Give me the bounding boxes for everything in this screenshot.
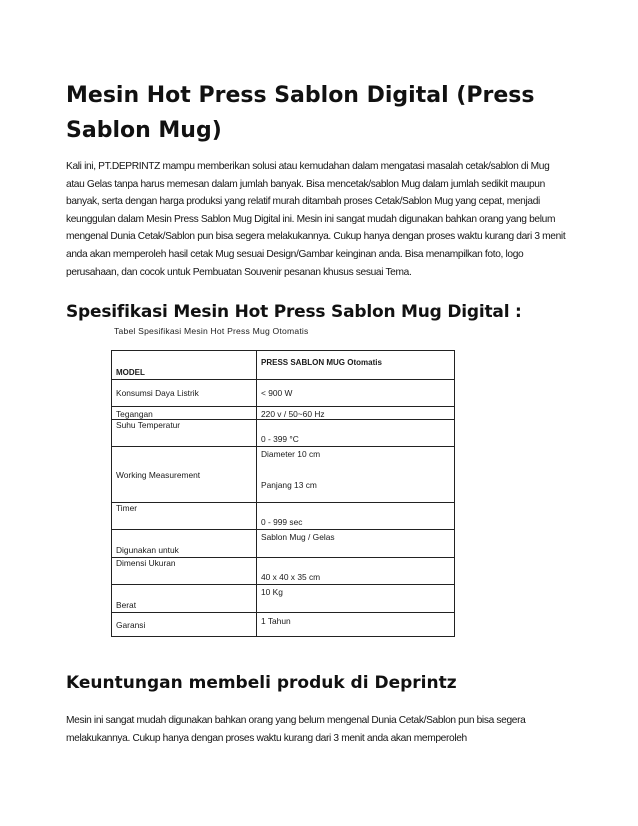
row-label: Dimensi Ukuran — [112, 558, 257, 585]
table-caption: Tabel Spesifikasi Mesin Hot Press Mug Otomatis — [114, 326, 309, 336]
row-label: Garansi — [112, 613, 257, 637]
row-label: Konsumsi Daya Listrik — [112, 380, 257, 407]
row-value: 1 Tahun — [257, 613, 455, 637]
table-header-model — [112, 351, 257, 380]
table-row — [112, 380, 455, 407]
row-label: Tegangan — [112, 407, 257, 420]
row-value: 0 - 399 °C — [257, 420, 455, 447]
spec-table — [111, 350, 455, 637]
row-value: Diameter 10 cm — [261, 449, 321, 459]
row-value: 220 v / 50~60 Hz — [257, 407, 455, 420]
intro-paragraph: Kali ini, PT.DEPRINTZ mampu memberikan solusi atau kemudahan dalam mengatasi masalah cetak/sablon di Mug atau Gelas tanpa harus memesan dalam jumlah banyak. Bisa mencetak/sablon Mug dalam jumlah sedikit maupun banyak, serta dengan harga produksi yang relatif murah ditambah proses Cetak/Sablon Mug yang cepat, menjadi keunggulan dalam Mesin Press Sablon Mug Digital ini. Mesin ini sangat mudah digunakan bahkan orang yang belum mengenal Dunia Cetak/Sablon pun bisa segera melakukannya. Cukup hanya dengan proses waktu kurang dari 3 menit anda akan memperoleh hasil cetak Mug sesuai Design/Gambar keinginan anda. Bisa menampilkan foto, logo perusahaan, dan cocok untuk Pembuatan Souvenir pesanan khusus sesuai Tema. — [66, 161, 566, 278]
spec-heading: Spesifikasi Mesin Hot Press Sablon Mug Digital : — [66, 302, 522, 322]
table-row — [112, 558, 455, 585]
table-row — [112, 530, 455, 558]
row-label: Working Measurement — [112, 447, 257, 503]
header-left-label: MODEL — [116, 368, 145, 377]
row-value: 40 x 40 x 35 cm — [257, 558, 455, 585]
row-label: Berat — [112, 585, 257, 613]
table-row — [112, 420, 455, 447]
document-title: Mesin Hot Press Sablon Digital (Press Sablon Mug) — [66, 83, 535, 143]
table-row — [112, 585, 455, 613]
row-value: Sablon Mug / Gelas — [257, 530, 455, 558]
row-value: 0 - 999 sec — [257, 503, 455, 530]
row-value-group — [257, 447, 455, 503]
row-label: Digunakan untuk — [112, 530, 257, 558]
table-row — [112, 447, 455, 503]
header-right-label: PRESS SABLON MUG Otomatis — [261, 358, 382, 367]
table-row — [112, 503, 455, 530]
row-label: Timer — [112, 503, 257, 530]
row-value: 10 Kg — [257, 585, 455, 613]
row-value: < 900 W — [257, 380, 455, 407]
table-row — [112, 407, 455, 420]
table-row — [112, 613, 455, 637]
table-header-row — [112, 351, 455, 380]
row-value-secondary: Panjang 13 cm — [261, 480, 317, 490]
table-header-product — [257, 351, 455, 380]
benefit-paragraph: Mesin ini sangat mudah digunakan bahkan orang yang belum mengenal Dunia Cetak/Sablon pun bisa segera melakukannya. Cukup hanya dengan proses waktu kurang dari 3 menit anda akan memperoleh — [66, 715, 526, 744]
benefit-heading: Keuntungan membeli produk di Deprintz — [66, 673, 457, 693]
row-label: Suhu Temperatur — [112, 420, 257, 447]
